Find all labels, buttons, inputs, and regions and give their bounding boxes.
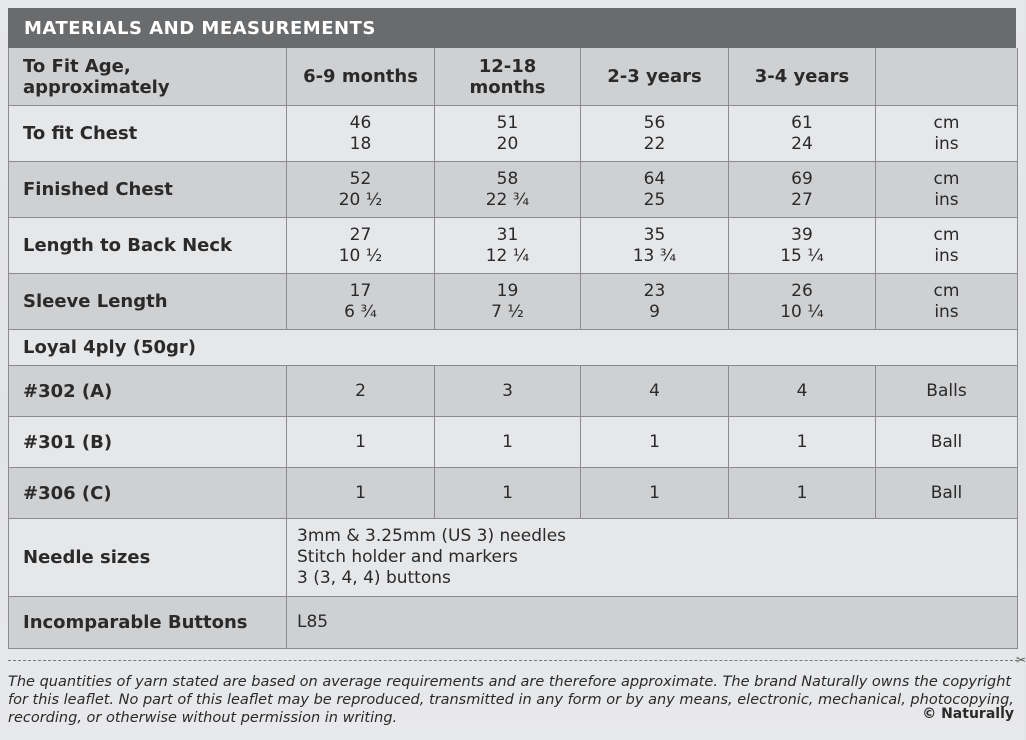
size-header: 6-9 months <box>287 48 435 105</box>
value-cell: 2 <box>287 366 435 416</box>
value-cell: 61 24 <box>729 106 876 161</box>
row-label: #302 (A) <box>9 366 287 416</box>
value-cell: 1 <box>581 468 729 518</box>
scissors-icon: ✂ <box>1015 653 1026 667</box>
value-cell: 51 20 <box>435 106 581 161</box>
needles-list: 3mm & 3.25mm (US 3) needles Stitch holder and markers 3 (3, 4, 4) buttons <box>297 526 567 588</box>
value-cell: 17 6 ¾ <box>287 274 435 329</box>
age-header-row <box>9 48 1017 106</box>
copyright-note: The quantities of yarn stated are based on average requirements and are therefore approximate. The brand Naturally owns the copyright for this leaflet. No part of this leaflet may be reproduced, transmitted in any form or by any means, electronic, mechanical, photocopying, recording, or otherwise without permission in writing. <box>8 674 1014 726</box>
value-cell: 1 <box>581 417 729 467</box>
unit-cell: Ball <box>930 482 963 503</box>
row-label: Length to Back Neck <box>9 218 287 273</box>
section-title: MATERIALS AND MEASUREMENTS <box>8 8 1016 48</box>
value-cell: 56 22 <box>581 106 729 161</box>
value-cell: 23 9 <box>581 274 729 329</box>
value-cell: 35 13 ¾ <box>581 218 729 273</box>
age-label: To Fit Age, approximately <box>9 48 287 105</box>
value-cell: 1 <box>435 417 581 467</box>
buttons-row <box>9 597 1017 649</box>
value-cell: 1 <box>287 468 435 518</box>
unit-cell: Balls <box>926 380 967 401</box>
value-cell: 19 7 ½ <box>435 274 581 329</box>
table-row <box>9 106 1017 162</box>
table-row <box>9 366 1017 417</box>
needles-row <box>9 519 1017 597</box>
value-cell: 64 25 <box>581 162 729 217</box>
table-row <box>9 274 1017 330</box>
unit-cell: cm ins <box>933 168 960 210</box>
row-label: Finished Chest <box>9 162 287 217</box>
value-cell: 26 10 ¼ <box>729 274 876 329</box>
table-row <box>9 417 1017 468</box>
value-cell: 39 15 ¼ <box>729 218 876 273</box>
unit-cell: Ball <box>930 431 963 452</box>
copyright-mark: © Naturally <box>922 706 1014 722</box>
buttons-value: L85 <box>297 612 329 632</box>
value-cell: 1 <box>435 468 581 518</box>
value-cell: 58 22 ¾ <box>435 162 581 217</box>
unit-cell: cm ins <box>933 112 960 154</box>
value-cell: 1 <box>729 468 876 518</box>
cut-line <box>8 653 1026 667</box>
row-label: Needle sizes <box>9 519 287 596</box>
size-header: 2-3 years <box>581 48 729 105</box>
value-cell: 3 <box>435 366 581 416</box>
row-label: Incomparable Buttons <box>9 597 287 648</box>
value-cell: 52 20 ½ <box>287 162 435 217</box>
size-header: 12-18 months <box>435 48 581 105</box>
row-label: #306 (C) <box>9 468 287 518</box>
value-cell: 4 <box>729 366 876 416</box>
footer <box>8 653 1026 727</box>
value-cell: 1 <box>287 417 435 467</box>
size-header: 3-4 years <box>729 48 876 105</box>
value-cell: 46 18 <box>287 106 435 161</box>
unit-cell: cm ins <box>933 224 960 266</box>
value-cell: 31 12 ¼ <box>435 218 581 273</box>
yarn-title-row <box>9 330 1017 366</box>
unit-cell: cm ins <box>933 280 960 322</box>
value-cell: 4 <box>581 366 729 416</box>
measurements-table <box>8 48 1018 649</box>
table-row <box>9 218 1017 274</box>
row-label: #301 (B) <box>9 417 287 467</box>
row-label: To fit Chest <box>9 106 287 161</box>
value-cell: 27 10 ½ <box>287 218 435 273</box>
table-row <box>9 468 1017 519</box>
unit-header <box>876 48 1017 105</box>
table-row <box>9 162 1017 218</box>
yarn-title: Loyal 4ply (50gr) <box>23 337 196 358</box>
value-cell: 1 <box>729 417 876 467</box>
row-label: Sleeve Length <box>9 274 287 329</box>
value-cell: 69 27 <box>729 162 876 217</box>
